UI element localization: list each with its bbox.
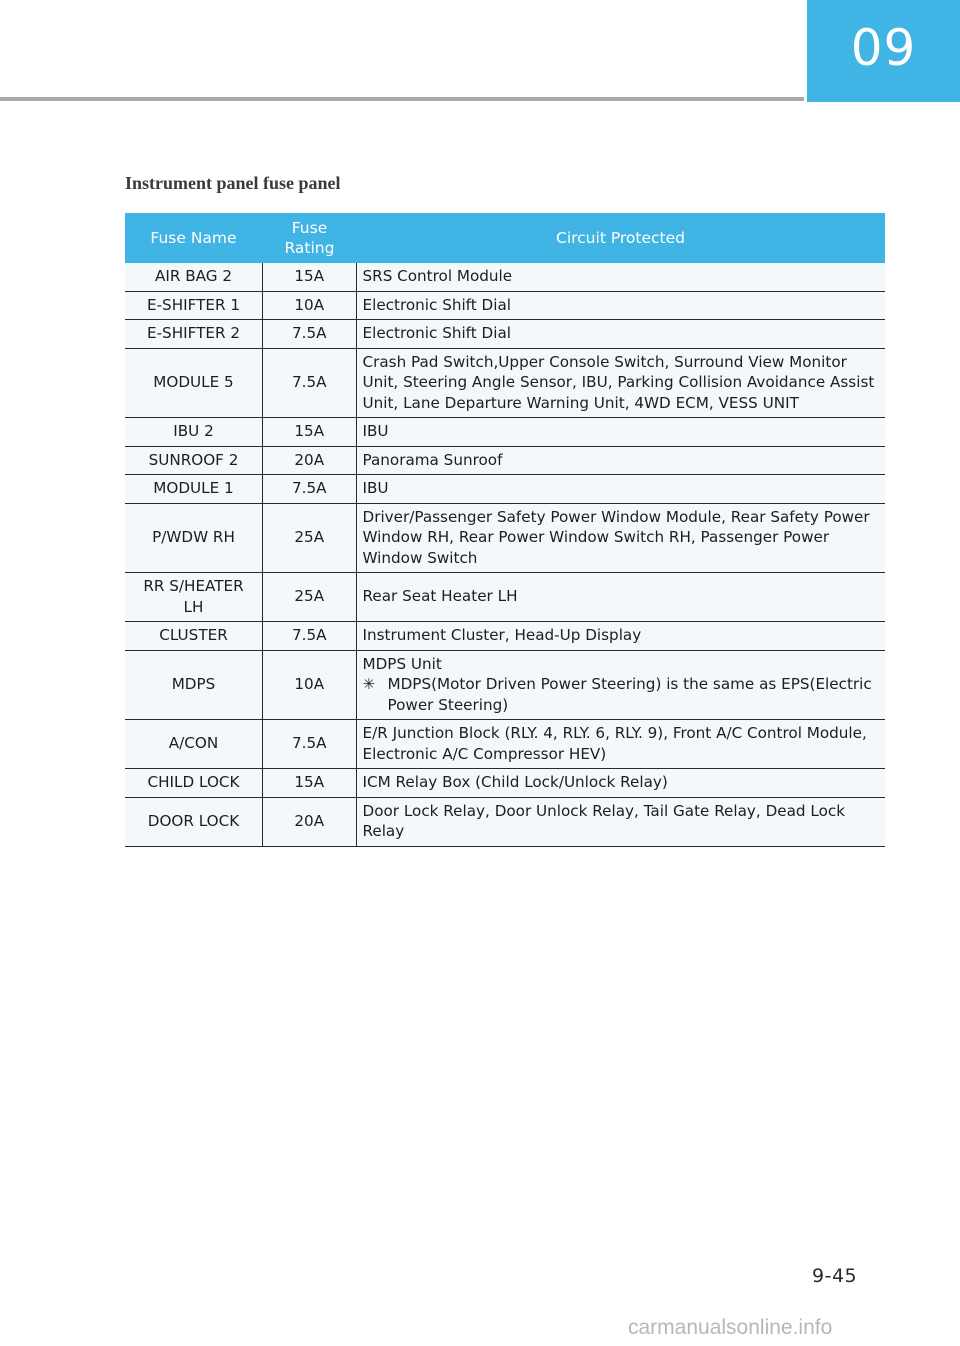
table-row bbox=[125, 348, 885, 418]
circuit-cell: Crash Pad Switch,Upper Console Switch, Surround View Monitor Unit, Steering Angle Sensor, IBU, Parking Collision Avoidance Assist Unit, Lane Departure Warning Unit, 4WD ECM, VESS UNIT bbox=[356, 348, 885, 418]
fuse-rating-cell: 25A bbox=[263, 573, 357, 622]
fuse-rating-cell: 15A bbox=[263, 263, 357, 291]
fuse-rating-cell: 7.5A bbox=[263, 622, 357, 651]
table-row bbox=[125, 503, 885, 573]
fuse-name-cell: E-SHIFTER 1 bbox=[125, 291, 263, 320]
table-row bbox=[125, 263, 885, 291]
fuse-rating-cell: 15A bbox=[263, 418, 357, 447]
fuse-name-cell: RR S/HEATER LH bbox=[125, 573, 263, 622]
fuse-name-cell: E-SHIFTER 2 bbox=[125, 320, 263, 349]
table-row bbox=[125, 797, 885, 846]
table-header-row bbox=[125, 213, 885, 263]
table-row bbox=[125, 475, 885, 504]
fuse-rating-cell: 20A bbox=[263, 446, 357, 475]
fuse-table bbox=[125, 213, 885, 847]
table-row bbox=[125, 320, 885, 349]
fuse-rating-cell: 7.5A bbox=[263, 720, 357, 769]
table-row bbox=[125, 650, 885, 720]
header-fuse-rating-line: Rating bbox=[284, 239, 335, 257]
circuit-cell: ICM Relay Box (Child Lock/Unlock Relay) bbox=[356, 769, 885, 798]
table-row bbox=[125, 720, 885, 769]
fuse-rating-cell: 10A bbox=[263, 650, 357, 720]
fuse-name-cell: MODULE 1 bbox=[125, 475, 263, 504]
table-row bbox=[125, 418, 885, 447]
circuit-cell: Instrument Cluster, Head-Up Display bbox=[356, 622, 885, 651]
fuse-name-cell: MODULE 5 bbox=[125, 348, 263, 418]
fuse-name-cell: CHILD LOCK bbox=[125, 769, 263, 798]
header-fuse-rating-line: Fuse bbox=[291, 219, 328, 237]
fuse-rating-cell: 25A bbox=[263, 503, 357, 573]
note-text: MDPS(Motor Driven Power Steering) is the same as EPS(Electric Power Steering) bbox=[387, 675, 872, 714]
fuse-name-cell: AIR BAG 2 bbox=[125, 263, 263, 291]
fuse-name-cell: CLUSTER bbox=[125, 622, 263, 651]
table-row bbox=[125, 291, 885, 320]
table-row bbox=[125, 622, 885, 651]
table-row bbox=[125, 573, 885, 622]
circuit-text: MDPS Unit bbox=[362, 654, 442, 673]
circuit-note bbox=[363, 674, 880, 715]
section-title: Instrument panel fuse panel bbox=[125, 173, 341, 193]
header-circuit-protected: Circuit Protected bbox=[356, 213, 885, 263]
circuit-cell: Electronic Shift Dial bbox=[356, 291, 885, 320]
table-row bbox=[125, 446, 885, 475]
fuse-rating-cell: 15A bbox=[263, 769, 357, 798]
header-fuse-rating bbox=[263, 213, 357, 263]
table-body bbox=[125, 263, 885, 846]
fuse-name-cell: SUNROOF 2 bbox=[125, 446, 263, 475]
asterisk-icon: ✳ bbox=[362, 675, 376, 693]
fuse-rating-cell: 7.5A bbox=[263, 475, 357, 504]
fuse-rating-cell: 7.5A bbox=[263, 320, 357, 349]
page-number: 9-45 bbox=[812, 1265, 858, 1287]
fuse-name-cell: MDPS bbox=[125, 650, 263, 720]
fuse-rating-cell: 7.5A bbox=[263, 348, 357, 418]
circuit-cell: SRS Control Module bbox=[356, 263, 885, 291]
circuit-cell: IBU bbox=[356, 475, 885, 504]
circuit-cell: IBU bbox=[356, 418, 885, 447]
fuse-name-cell: DOOR LOCK bbox=[125, 797, 263, 846]
table-row bbox=[125, 769, 885, 798]
circuit-cell: E/R Junction Block (RLY. 4, RLY. 6, RLY. 9), Front A/C Control Module, Electronic A/C Compressor HEV) bbox=[356, 720, 885, 769]
fuse-name-cell: IBU 2 bbox=[125, 418, 263, 447]
circuit-cell: Panorama Sunroof bbox=[356, 446, 885, 475]
fuse-rating-cell: 10A bbox=[263, 291, 357, 320]
circuit-cell: Electronic Shift Dial bbox=[356, 320, 885, 349]
circuit-cell bbox=[356, 650, 885, 720]
circuit-cell: Door Lock Relay, Door Unlock Relay, Tail Gate Relay, Dead Lock Relay bbox=[356, 797, 885, 846]
header-rule bbox=[0, 97, 804, 101]
fuse-rating-cell: 20A bbox=[263, 797, 357, 846]
watermark: carmanualsonline.info bbox=[628, 1316, 833, 1339]
circuit-cell: Rear Seat Heater LH bbox=[356, 573, 885, 622]
chapter-number: 09 bbox=[850, 19, 917, 77]
fuse-name-cell: A/CON bbox=[125, 720, 263, 769]
fuse-name-cell: P/WDW RH bbox=[125, 503, 263, 573]
header-fuse-name: Fuse Name bbox=[125, 213, 263, 263]
chapter-tab bbox=[807, 0, 960, 102]
circuit-cell: Driver/Passenger Safety Power Window Module, Rear Safety Power Window RH, Rear Power Window Switch RH, Passenger Power Window Switch bbox=[356, 503, 885, 573]
